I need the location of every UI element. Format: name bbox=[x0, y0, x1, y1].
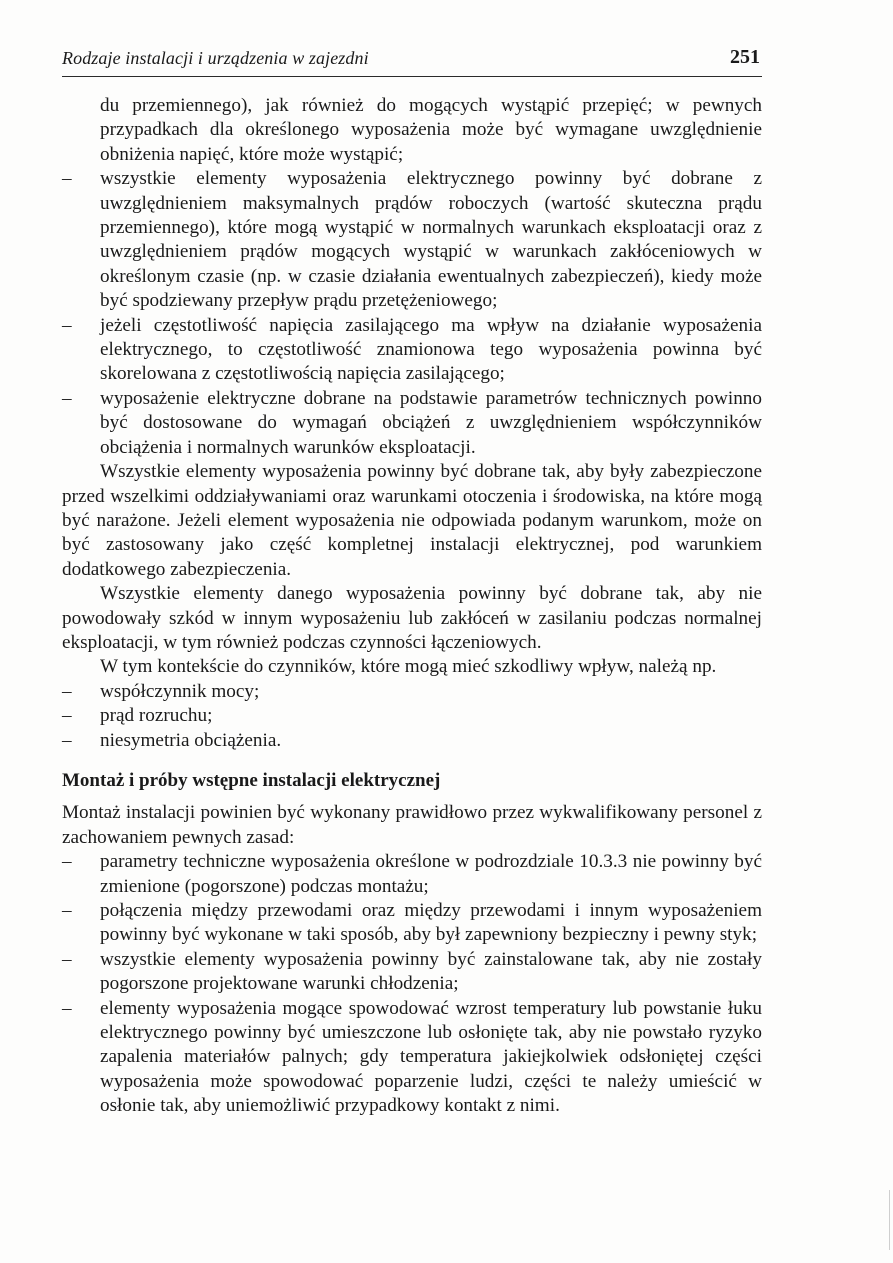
requirements-list bbox=[62, 94, 762, 460]
list-item bbox=[62, 850, 762, 899]
dash-bullet: – bbox=[62, 997, 72, 1019]
dash-bullet: – bbox=[62, 680, 72, 702]
dash-bullet: – bbox=[62, 900, 72, 921]
list-item bbox=[62, 167, 762, 313]
section-intro: Montaż instalacji powinien być wykonany prawidłowo przez wykwalifikowany personel z zachowaniem pewnych zasad: bbox=[62, 802, 762, 848]
list-item-text: prąd rozruchu; bbox=[100, 705, 213, 727]
dash-bullet: – bbox=[62, 705, 72, 727]
list-item-text: du przemiennego), jak również do mogących wystąpić przepięć; w pewnych przypadkach dla określonego wyposażenia może być wymagane uwzględnienie obniżenia napięć, które może wystąpić; bbox=[100, 95, 762, 165]
list-item-text: niesymetria obciążenia. bbox=[100, 729, 282, 751]
list-item bbox=[62, 997, 762, 1119]
paragraph: Wszystkie elementy wyposażenia powinny być dobrane tak, aby były zabezpieczone przed wszelkimi oddziaływaniami oraz warunkami otoczenia i środowiska, na które mogą być narażone. Jeżeli element wyposażenia nie odpowiada podanym warunkom, może on być zastosowany jako część kompletnej instalacji elektrycznej, pod warunkiem dodatkowego zabezpieczenia. bbox=[62, 461, 762, 580]
dash-bullet: – bbox=[62, 729, 72, 751]
list-item-text: jeżeli częstotliwość napięcia zasilającego ma wpływ na działanie wyposażenia elektrycznego, to częstotliwość znamionowa tego wyposażenia powinna być skorelowana z częstotliwością napięcia zasilającego; bbox=[100, 314, 762, 385]
dash-bullet: – bbox=[62, 168, 72, 190]
factors-list bbox=[62, 680, 762, 753]
list-item-text: wszystkie elementy wyposażenia elektrycznego powinny być dobrane z uwzględnieniem maksymalnych prądów roboczych (wartość skuteczna prądu przemiennego), które mogą wystąpić w normalnych warunkach eksploatacji oraz z uwzględnieniem prądów mogących wystąpić w warunkach zakłóceniowych w określonym czasie (np. w czasie działania ewentualnych zabezpieczeń), kiedy może być spodziewany przepływ prądu przetężeniowego; bbox=[100, 168, 762, 312]
list-item-text: elementy wyposażenia mogące spowodować wzrost temperatury lub powstanie łuku elektrycznego powinny być umieszczone lub osłonięte tak, aby nie powstało ryzyko zapalenia materiałów palnych; gdy temperatura jakiejkolwiek odsłoniętej części wyposażenia może spowodować poparzenie ludzi, części te należy umieścić w osłonie tak, aby uniemożliwić przypadkowy kontakt z nimi. bbox=[100, 997, 762, 1117]
list-item bbox=[62, 729, 762, 753]
list-item-text: parametry techniczne wyposażenia określone w podrozdziale 10.3.3 nie powinny być zmienione (pogorszone) podczas montażu; bbox=[100, 851, 762, 897]
dash-bullet: – bbox=[62, 948, 72, 970]
list-item-text: wyposażenie elektryczne dobrane na podstawie parametrów technicznych powinno być dostosowane do wymagań obciążeń z uwzględnieniem współczynników obciążenia i normalnych warunków eksploatacji. bbox=[100, 387, 762, 458]
page-body bbox=[62, 94, 762, 1119]
paragraph: W tym kontekście do czynników, które mogą mieć szkodliwy wpływ, należą np. bbox=[100, 656, 717, 678]
page-number: 251 bbox=[730, 46, 760, 68]
dash-bullet: – bbox=[62, 314, 72, 336]
list-item-text: wszystkie elementy wyposażenia powinny być zainstalowane tak, aby nie zostały pogorszone projektowane warunki chłodzenia; bbox=[100, 948, 762, 995]
list-item bbox=[62, 387, 762, 460]
scan-edge-line bbox=[889, 1190, 890, 1250]
dash-bullet: – bbox=[62, 387, 72, 409]
dash-bullet: – bbox=[62, 851, 72, 873]
list-item-text: połączenia między przewodami oraz między przewodami i innym wyposażeniem powinny być wykonane w taki sposób, aby był zapewniony bezpieczny i pewny styk; bbox=[100, 900, 762, 946]
list-item bbox=[62, 314, 762, 387]
list-item bbox=[62, 948, 762, 997]
list-item-text: współczynnik mocy; bbox=[100, 680, 260, 702]
list-item bbox=[62, 899, 762, 948]
list-item bbox=[62, 704, 762, 728]
list-item bbox=[62, 680, 762, 704]
running-title: Rodzaje instalacji i urządzenia w zajezdni bbox=[62, 48, 369, 68]
paragraph: Wszystkie elementy danego wyposażenia powinny być dobrane tak, aby nie powodowały szkód w innym wyposażeniu lub zakłóceń w zasilaniu podczas normalnej eksploatacji, w tym również podczas czynności łączeniowych. bbox=[62, 583, 762, 653]
section-heading: Montaż i próby wstępne instalacji elektrycznej bbox=[62, 769, 441, 791]
page-header bbox=[62, 46, 762, 77]
assembly-rules-list bbox=[62, 850, 762, 1118]
list-item bbox=[62, 94, 762, 167]
